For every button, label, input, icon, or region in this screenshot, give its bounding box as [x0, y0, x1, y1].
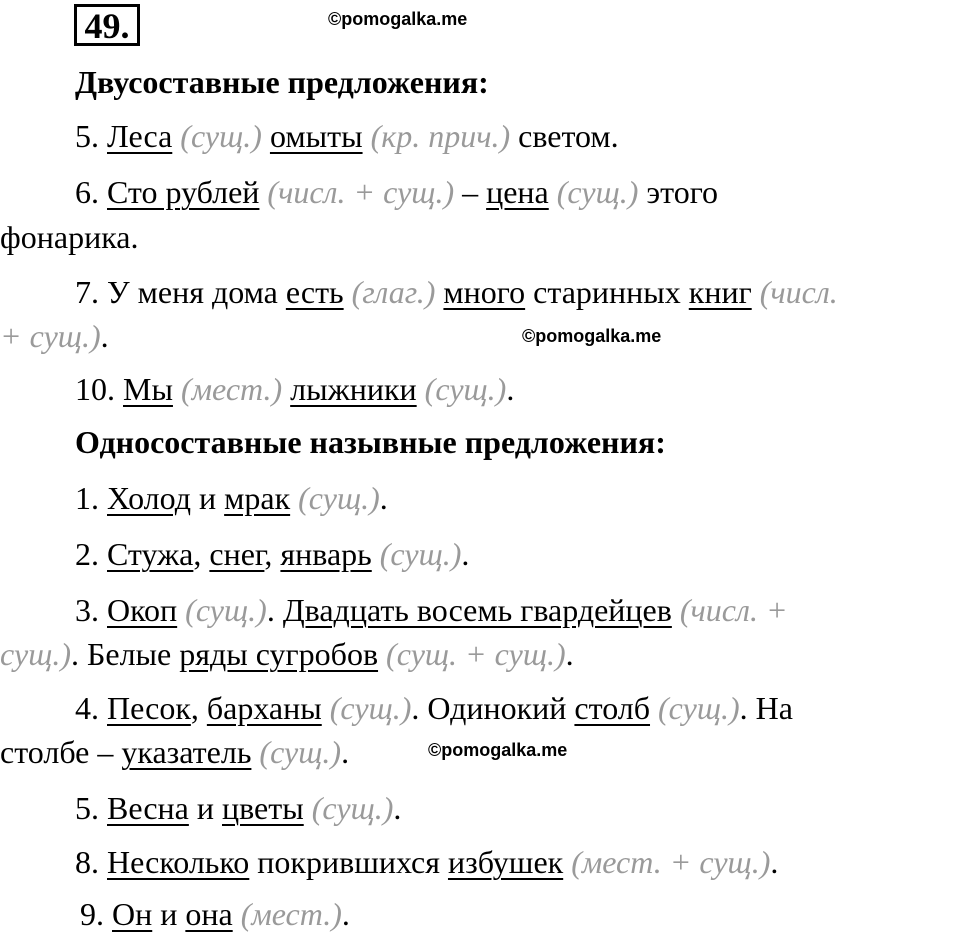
sentence-one-part-4: 4. Песок, барханы (сущ.). Одинокий столб (сущ.). На — [75, 690, 793, 726]
sentence-two-part-5 — [0, 114, 960, 158]
subject: книг — [688, 274, 752, 310]
subject: указатель — [121, 734, 252, 770]
sentence-one-part-2: 2. Стужа, снег, январь (сущ.). — [75, 536, 470, 572]
subject: Леса — [107, 118, 173, 154]
pos-tag: (сущ.) — [185, 592, 267, 628]
pos-tag: (сущ.) — [329, 690, 412, 726]
conjunction: и — [160, 896, 178, 932]
subject: Весна — [107, 790, 189, 826]
sentence-one-part-8: 8. Несколько покрившихся избушек (мест. + сущ.). — [75, 844, 779, 880]
heading-two-part: Двусоставные предложения: — [75, 64, 489, 100]
sentence-text: покрившихся — [257, 844, 440, 880]
sentence-number: 4. — [75, 690, 107, 726]
subject: избушек — [447, 844, 564, 880]
subject: январь — [280, 536, 372, 572]
subject: много — [443, 274, 526, 310]
sentence-one-part-3: 3. Окоп (сущ.). Двадцать восемь гвардейцев (числ. + — [75, 592, 788, 628]
sentence-one-part-9: 9. Он и она (мест.). — [80, 896, 350, 932]
watermark: ©pomogalka.me — [522, 326, 662, 346]
sentence-one-part-3-cont: сущ.). Белые ряды сугробов (сущ. + сущ.). — [0, 636, 574, 672]
sentence-one-part-4-cont: столбе – указатель (сущ.). — [0, 734, 350, 770]
pos-tag: (сущ.) — [259, 734, 342, 770]
sentence-text: . Одинокий — [411, 690, 575, 726]
pos-tag: (мест.) — [240, 896, 342, 932]
predicate: лыжники — [290, 371, 417, 407]
predicate: омыты — [269, 118, 363, 154]
conjunction: и — [196, 790, 214, 826]
subject: Окоп — [107, 592, 178, 628]
subject: снег — [209, 536, 265, 572]
sentence-two-part-6-cont: фонарика. — [0, 219, 139, 255]
pos-tag: (сущ.) — [379, 536, 462, 572]
sentence-text: 7. У меня дома — [75, 274, 286, 310]
pos-tag: (сущ.) — [658, 690, 740, 726]
subject: Мы — [123, 371, 173, 407]
subject: столб — [574, 690, 651, 726]
subject: ряды сугробов — [179, 636, 379, 672]
sentence-number: 8. — [75, 844, 107, 880]
watermark: ©pomogalka.me — [328, 9, 468, 29]
subject: Двадцать восемь гвардейцев — [282, 592, 672, 628]
pos-tag: (кр. прич.) — [370, 118, 511, 154]
pos-tag: (сущ.) — [556, 174, 639, 210]
sentence-text: этого — [646, 174, 719, 210]
sentence-one-part-1: 1. Холод и мрак (сущ.). — [75, 480, 388, 516]
sentence-two-part-10: 10. Мы (мест.) лыжники (сущ.). — [75, 371, 515, 407]
sentence-two-part-6 — [0, 170, 960, 214]
sentence-text: старинных — [533, 274, 681, 310]
subject: мрак — [224, 480, 291, 516]
conjunction: и — [199, 480, 217, 516]
subject: цветы — [222, 790, 304, 826]
watermark: ©pomogalka.me — [428, 740, 568, 760]
sentence-number: 5. — [75, 118, 107, 154]
subject: Стужа — [107, 536, 194, 572]
subject: Песок — [107, 690, 191, 726]
dash: – — [454, 174, 487, 210]
sentence-one-part-5: 5. Весна и цветы (сущ.). — [75, 790, 402, 826]
pos-tag: (числ. + — [679, 592, 788, 628]
sentence-text: . Белые — [71, 636, 180, 672]
pos-tag: (сущ.) — [311, 790, 394, 826]
sentence-two-part-7-cont: + сущ.). — [0, 318, 109, 354]
pos-tag: + сущ.) — [0, 318, 101, 354]
pos-tag: (числ. + сущ.) — [267, 174, 455, 210]
sentence-text: . На — [739, 690, 793, 726]
pos-tag: (сущ.) — [298, 480, 380, 516]
sentence-number: 3. — [75, 592, 107, 628]
pos-tag: (мест. + сущ.) — [571, 844, 771, 880]
predicate: цена — [486, 174, 549, 210]
pos-tag: (сущ.) — [424, 371, 507, 407]
exercise-number: 49. — [74, 4, 140, 46]
subject: Несколько — [107, 844, 250, 880]
sentence-number: 6. — [75, 174, 107, 210]
pos-tag: сущ.) — [0, 636, 71, 672]
subject: Холод — [107, 480, 191, 516]
subject: барханы — [206, 690, 322, 726]
pos-tag: (числ. — [759, 274, 838, 310]
pos-tag: (сущ.) — [180, 118, 262, 154]
pos-tag: (мест.) — [180, 371, 283, 407]
sentence-two-part-7 — [0, 270, 960, 314]
pos-tag: (глаг.) — [351, 274, 436, 310]
subject: Сто рублей — [107, 174, 260, 210]
subject: Он — [112, 896, 153, 932]
sentence-number: 5. — [75, 790, 107, 826]
sentence-number: 9. — [80, 896, 112, 932]
sentence-number: 2. — [75, 536, 107, 572]
pos-tag: (сущ. + сущ.) — [386, 636, 566, 672]
sentence-text: столбе – — [0, 734, 122, 770]
subject: она — [185, 896, 233, 932]
predicate: есть — [285, 274, 344, 310]
sentence-text: светом. — [518, 118, 619, 154]
sentence-number: 1. — [75, 480, 107, 516]
sentence-number: 10. — [75, 371, 123, 407]
heading-one-part: Односоставные назывные предложения: — [75, 424, 666, 460]
